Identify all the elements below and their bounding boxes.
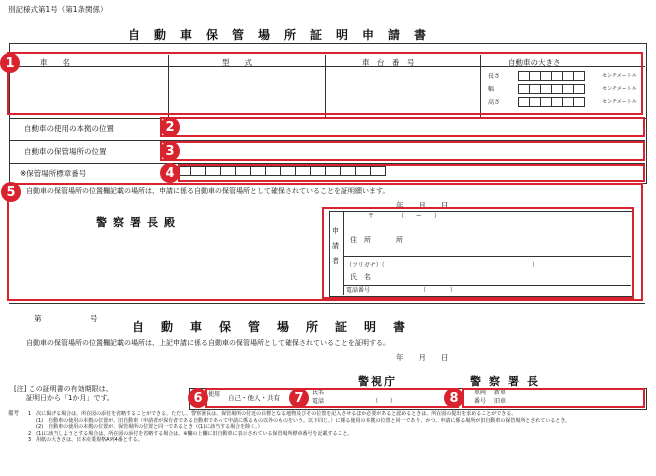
remark-item: (2) 自動車の使用の本拠の位置が、保管場所の位置と同一であるとき（(1)に該当する場合を除く。） xyxy=(36,424,263,430)
length-unit: センチメートル xyxy=(602,73,637,79)
highlight-sign-number xyxy=(178,164,645,182)
application-date: 年 月 日 xyxy=(396,201,449,210)
owner-phone-field[interactable]: （ ） xyxy=(372,398,397,405)
name-label: 氏 名 xyxy=(350,273,371,281)
size-height-label: 高さ xyxy=(488,99,501,106)
certify-request-text: 自動車の保管場所の位置欄記載の場所は、申請に係る自動車の保管場所として確保されていることを証明願います。 xyxy=(26,187,390,195)
usage-options[interactable]: 自己・他人・共有 xyxy=(228,394,280,402)
highlight-base-location xyxy=(160,117,645,137)
address-label: 住 所 xyxy=(350,236,371,244)
owner-name-label: 氏名 xyxy=(312,389,325,396)
applicant-side-label: 申請者 xyxy=(332,227,339,265)
postal-mark: 〒 xyxy=(368,213,375,220)
form-title: 自動車保管場所証明申請書 xyxy=(128,28,441,42)
issuer-title: 警察署長 xyxy=(470,375,546,388)
highlight-vehicle-class xyxy=(462,388,645,408)
police-chief-addressee: 警察署長殿 xyxy=(96,216,181,229)
remarks-list xyxy=(28,411,644,444)
new-vehicle-label[interactable]: 新車 xyxy=(494,389,507,396)
vehicle-model-header: 型 式 xyxy=(222,58,252,67)
highlight-applicant-box xyxy=(322,207,634,299)
vehicle-class-label-2: 番号 xyxy=(474,398,487,405)
size-length-label: 長さ xyxy=(488,73,501,80)
furigana-label: （フリガナ）（ xyxy=(346,262,385,269)
issuer-name: 警視庁 xyxy=(358,375,397,388)
highlight-storage-location xyxy=(160,141,645,161)
marker-badge-1: 1 xyxy=(0,53,20,73)
vehicle-size-header: 自動車の大きさ xyxy=(508,58,561,67)
remark-item: (1) 自動車の使用の本拠の位置が、旧自動車（申請者が保有者である自動車であって申請に係るもの以外のものをいう。以下同じ。）に係る使用の本拠の位置と同一であり、かつ、申請に係る場所が旧自動車の保管場所とされているとき。 xyxy=(36,417,571,424)
width-unit: センチメートル xyxy=(602,86,637,92)
remark-item: 2 (1)に該当しようとする場合は、所在図の添付を省略する場合は、※欄の上欄に旧自動車に表示されている保管場所標章番号を記載すること。 xyxy=(28,430,353,437)
owner-phone-label: 電話 xyxy=(312,398,325,405)
validity-note: [注] この証明書の有効期限は、 xyxy=(14,385,113,393)
marker-badge-8: 8 xyxy=(444,388,464,408)
address-suffix: 所 xyxy=(396,236,403,244)
phone-label: 電話番号 xyxy=(346,287,371,294)
prev-vehicle-label[interactable]: 旧車 xyxy=(494,398,507,405)
base-location-label: 自動車の使用の本拠の位置 xyxy=(24,124,114,133)
remarks-heading: 備考 xyxy=(8,411,20,417)
furigana-close: ） xyxy=(532,262,539,269)
marker-badge-6: 6 xyxy=(188,388,208,408)
chassis-number-header: 車 台 番 号 xyxy=(362,58,415,67)
vehicle-class-label: 車両 xyxy=(474,389,487,396)
certificate-date: 年 月 日 xyxy=(396,353,449,362)
postal-code-field[interactable]: （ ー ） xyxy=(398,213,441,220)
highlight-owner xyxy=(303,388,459,408)
cert-number-suffix: 号 xyxy=(90,314,98,323)
remark-item: 1 次に掲げる場合は、所在図の添付を省略することができる。ただし、警察署長は、保管場所の付近の目標となる地物及びその位置を記入させるほか必要があると認めるときは、所在図の提出を求めることができる。 xyxy=(28,411,517,417)
form-reference: 別記様式第1号（第1条関係） xyxy=(8,5,108,14)
vehicle-name-header: 車 名 xyxy=(40,58,70,67)
sign-number-label: ※保管場所標章番号 xyxy=(20,169,87,178)
validity-note-line2: 証明日から「1か月」です。 xyxy=(26,394,114,402)
certificate-body: 自動車の保管場所の位置欄記載の場所は、上記申請に係る自動車の保管場所として確保されていることを証明する。 xyxy=(26,339,390,347)
usage-label: 使用 xyxy=(208,391,221,398)
cert-number-prefix: 第 xyxy=(34,314,42,323)
phone-field[interactable]: （ ） xyxy=(420,287,457,294)
certificate-title: 自動車保管場所証明書 xyxy=(132,320,423,334)
section-divider xyxy=(9,303,645,304)
remark-item: 3 用紙の大きさは、日本産業規格A列4番とする。 xyxy=(28,437,143,443)
marker-badge-4: 4 xyxy=(160,163,180,183)
height-unit: センチメートル xyxy=(602,99,637,105)
storage-location-label: 自動車の保管場所の位置 xyxy=(24,147,107,156)
marker-badge-3: 3 xyxy=(160,141,180,161)
marker-badge-7: 7 xyxy=(289,388,309,408)
size-width-label: 幅 xyxy=(488,86,495,93)
highlight-vehicle-info xyxy=(7,52,643,115)
marker-badge-5: 5 xyxy=(1,182,21,202)
marker-badge-2: 2 xyxy=(160,117,180,137)
